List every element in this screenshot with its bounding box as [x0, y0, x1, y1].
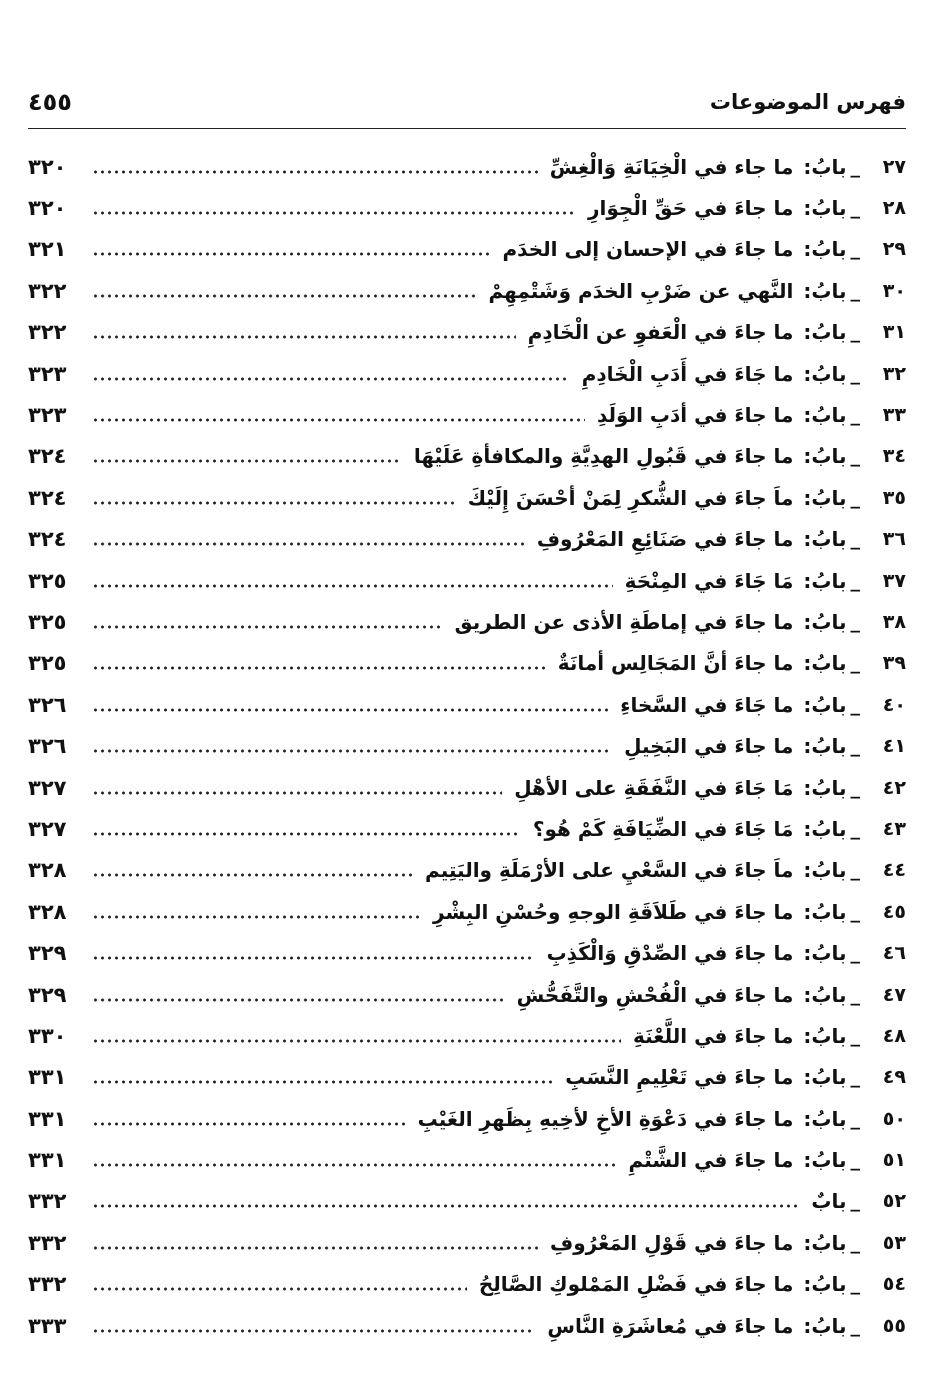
entry-chapter-word: بابُ — [811, 734, 847, 759]
entry-title: مَا جَاءَ في المِنْحَةِ — [624, 568, 794, 593]
entry-chapter-word: بابٌ — [811, 1189, 847, 1214]
running-header — [28, 82, 906, 122]
table-of-contents — [28, 146, 906, 1346]
entry-dash: _ — [850, 279, 860, 302]
entry-dash: _ — [850, 1273, 860, 1296]
entry-colon: : — [803, 403, 812, 428]
entry-dash: _ — [850, 1107, 860, 1130]
entry-title: ما جاءَ أنَّ المَجَالِس أمانَةٌ — [557, 651, 794, 676]
toc-entry — [28, 891, 906, 932]
toc-entry — [28, 1015, 906, 1056]
dot-leader — [92, 210, 576, 216]
entry-number: ٣٦ — [882, 528, 906, 551]
entry-chapter-word: بابُ — [811, 278, 847, 303]
entry-colon: : — [803, 1023, 812, 1048]
entry-number: ٣٢ — [882, 362, 906, 385]
entry-colon: : — [803, 154, 812, 179]
toc-entry — [28, 353, 906, 394]
entry-chapter-word: بابُ — [811, 899, 847, 924]
entry-number: ٤٧ — [882, 983, 906, 1006]
dot-leader — [92, 914, 421, 920]
entry-page-number: ٣٣٢ — [28, 1230, 67, 1255]
entry-page-number: ٣٢٦ — [28, 692, 67, 717]
dot-leader — [92, 1038, 621, 1044]
entry-chapter-word: بابُ — [811, 196, 847, 221]
entry-page-number: ٣٢٢ — [28, 320, 67, 345]
entry-colon: : — [803, 527, 812, 552]
entry-number: ٣٨ — [882, 610, 906, 633]
entry-title: ما جاءَ في صَنَائِعِ المَعْرُوفِ — [536, 527, 794, 552]
entry-page-number: ٣٢٥ — [28, 651, 67, 676]
entry-number: ٥١ — [882, 1149, 906, 1172]
entry-page-number: ٣٢٤ — [28, 444, 67, 469]
entry-title: ما جاءَ في الْعَفوِ عن الْخَادِمِ — [527, 320, 794, 345]
entry-chapter-word: بابُ — [811, 1106, 847, 1131]
entry-chapter-word: بابُ — [811, 527, 847, 552]
entry-dash: _ — [850, 776, 860, 799]
toc-entry — [28, 477, 906, 518]
entry-dash: _ — [850, 486, 860, 509]
entry-title: ما جاءَ في طَلاَقَةِ الوجهِ وحُسْنِ البِشْرِ — [433, 899, 794, 924]
toc-entry — [28, 1098, 906, 1139]
entry-number: ٤٥ — [882, 900, 906, 923]
entry-title: ما جاءَ في دَعْوَةِ الأخِ لأخِيهِ بِظَهرِ الغَيْبِ — [417, 1106, 794, 1131]
entry-chapter-word: بابُ — [811, 1230, 847, 1255]
entry-colon: : — [803, 1106, 812, 1131]
toc-entry — [28, 270, 906, 311]
dot-leader — [92, 293, 476, 299]
entry-colon: : — [803, 816, 812, 841]
entry-dash: _ — [850, 900, 860, 923]
entry-chapter-word: بابُ — [811, 403, 847, 428]
entry-title: مَا جَاءَ في النَّفَقَةِ على الأهْلِ — [514, 775, 794, 800]
entry-title: ما جاءَ في الإحسان إلى الخدَم — [502, 237, 794, 262]
entry-dash: _ — [850, 404, 860, 427]
entry-number: ٤٨ — [882, 1024, 906, 1047]
entry-page-number: ٣٣٢ — [28, 1272, 67, 1297]
entry-page-number: ٣٣١ — [28, 1148, 67, 1173]
toc-entry — [28, 725, 906, 766]
toc-entry — [28, 850, 906, 891]
dot-leader — [92, 1286, 467, 1292]
entry-colon: : — [803, 278, 812, 303]
entry-colon: : — [803, 609, 812, 634]
entry-dash: _ — [850, 942, 860, 965]
entry-colon: : — [803, 651, 812, 676]
entry-dash: _ — [850, 362, 860, 385]
entry-dash: _ — [850, 652, 860, 675]
dot-leader — [92, 583, 613, 589]
entry-page-number: ٣٢٥ — [28, 568, 67, 593]
header-page-number: ٤٥٥ — [28, 88, 72, 116]
entry-title: ما جاءَ في فَضْلِ المَمْلوكِ الصَّالِحُ — [478, 1272, 794, 1297]
toc-entry — [28, 1181, 906, 1222]
entry-number: ٥٠ — [882, 1107, 906, 1130]
entry-title: ما جاءَ في إماطَةِ الأذى عن الطريق — [454, 609, 794, 634]
entry-page-number: ٣٢٤ — [28, 485, 67, 510]
entry-chapter-word: بابُ — [811, 568, 847, 593]
entry-page-number: ٣٢٦ — [28, 734, 67, 759]
toc-entry — [28, 1222, 906, 1263]
entry-chapter-word: بابُ — [811, 651, 847, 676]
entry-colon: : — [803, 444, 812, 469]
entry-number: ٢٧ — [882, 155, 906, 178]
toc-entry — [28, 519, 906, 560]
dot-leader — [92, 251, 491, 257]
dot-leader — [92, 831, 521, 837]
entry-colon: : — [803, 941, 812, 966]
entry-dash: _ — [850, 155, 860, 178]
entry-page-number: ٣٢٨ — [28, 899, 67, 924]
dot-leader — [92, 872, 413, 878]
entry-page-number: ٣٣٠ — [28, 1023, 67, 1048]
dot-leader — [92, 748, 612, 754]
dot-leader — [92, 1121, 406, 1127]
entry-chapter-word: بابُ — [811, 982, 847, 1007]
entry-dash: _ — [850, 693, 860, 716]
toc-entry — [28, 808, 906, 849]
entry-chapter-word: بابُ — [811, 941, 847, 966]
entry-title: ماَ جاءَ في الشُّكرِ لِمَنْ أحْسَنَ إِلَيْكَ — [467, 485, 794, 510]
entry-number: ٣٤ — [882, 445, 906, 468]
toc-entry — [28, 767, 906, 808]
entry-number: ٤٩ — [882, 1066, 906, 1089]
entry-page-number: ٣٣٢ — [28, 1189, 67, 1214]
entry-number: ٣٠ — [882, 279, 906, 302]
entry-dash: _ — [850, 859, 860, 882]
entry-number: ٣٥ — [882, 486, 906, 509]
entry-dash: _ — [850, 528, 860, 551]
entry-title: ما جاءَ في البَخِيلِ — [624, 734, 794, 759]
entry-chapter-word: بابُ — [811, 1023, 847, 1048]
entry-chapter-word: بابُ — [811, 1148, 847, 1173]
entry-colon: : — [803, 320, 812, 345]
entry-title: ما جَاءَ في أَدَبِ الْخَادِمِ — [581, 361, 794, 386]
entry-chapter-word: بابُ — [811, 609, 847, 634]
dot-leader — [92, 790, 502, 796]
entry-chapter-word: بابُ — [811, 858, 847, 883]
entry-colon: : — [803, 1313, 812, 1338]
entry-title: ما جاء في الْخِيَانَةِ وَالْغِشِّ — [549, 154, 794, 179]
entry-title: النَّهي عن ضَرْبِ الخدَم وَشَتْمِهِمْ — [488, 278, 794, 303]
entry-number: ٥٤ — [882, 1273, 906, 1296]
entry-page-number: ٣٢١ — [28, 237, 67, 262]
entry-number: ٤٢ — [882, 776, 906, 799]
entry-number: ٤١ — [882, 735, 906, 758]
entry-page-number: ٣٢٣ — [28, 361, 67, 386]
entry-number: ٣١ — [882, 321, 906, 344]
entry-dash: _ — [850, 321, 860, 344]
entry-colon: : — [803, 1230, 812, 1255]
entry-chapter-word: بابُ — [811, 361, 847, 386]
entry-title: ما جاءَ في الشَّتْمِ — [628, 1148, 794, 1173]
toc-entry — [28, 1305, 906, 1346]
toc-entry — [28, 684, 906, 725]
toc-entry — [28, 932, 906, 973]
entry-number: ٤٣ — [882, 817, 906, 840]
entry-dash: _ — [850, 197, 860, 220]
entry-page-number: ٣٣١ — [28, 1065, 67, 1090]
entry-dash: _ — [850, 1190, 860, 1213]
toc-entry — [28, 312, 906, 353]
entry-number: ٢٨ — [882, 197, 906, 220]
dot-leader — [92, 997, 505, 1003]
entry-chapter-word: بابُ — [811, 1065, 847, 1090]
entry-chapter-word: بابُ — [811, 154, 847, 179]
entry-dash: _ — [850, 1024, 860, 1047]
entry-page-number: ٣٢٩ — [28, 941, 67, 966]
entry-title: ما جَاءَ في السَّخاءِ — [620, 692, 794, 717]
entry-dash: _ — [850, 1149, 860, 1172]
entry-colon: : — [803, 692, 812, 717]
entry-number: ٢٩ — [882, 238, 906, 261]
dot-leader — [92, 1079, 553, 1085]
dot-leader — [92, 1162, 617, 1168]
dot-leader — [92, 169, 538, 175]
dot-leader — [92, 624, 443, 630]
entry-page-number: ٣٢٧ — [28, 775, 67, 800]
entry-colon: : — [803, 1065, 812, 1090]
dot-leader — [92, 417, 585, 423]
dot-leader — [92, 334, 516, 340]
entry-number: ٥٣ — [882, 1231, 906, 1254]
entry-page-number: ٣٢٥ — [28, 609, 67, 634]
entry-page-number: ٣٢٢ — [28, 278, 67, 303]
dot-leader — [92, 955, 535, 961]
entry-dash: _ — [850, 238, 860, 261]
entry-colon: : — [803, 734, 812, 759]
entry-number: ٣٧ — [882, 569, 906, 592]
entry-page-number: ٣٣٣ — [28, 1313, 67, 1338]
entry-colon: : — [803, 775, 812, 800]
toc-entry — [28, 146, 906, 187]
toc-entry — [28, 974, 906, 1015]
toc-entry — [28, 1057, 906, 1098]
entry-colon: : — [803, 982, 812, 1007]
entry-number: ٥٢ — [882, 1190, 906, 1213]
entry-title: مَا جَاءَ في الضِّيَافَةِ كَمْ هُو؟ — [532, 816, 794, 841]
toc-entry — [28, 436, 906, 477]
entry-number: ٤٠ — [882, 693, 906, 716]
dot-leader — [92, 500, 456, 506]
entry-title: ما جاءَ في أدَبِ الوَلَدِ — [596, 403, 794, 428]
toc-entry — [28, 229, 906, 270]
toc-entry — [28, 643, 906, 684]
entry-chapter-word: بابُ — [811, 692, 847, 717]
entry-title: ما جاءَ في حَقِّ الْجِوَارِ — [588, 196, 794, 221]
entry-chapter-word: بابُ — [811, 237, 847, 262]
header-title: فهرس الموضوعات — [709, 90, 906, 114]
entry-title: ما جاءَ في مُعاشَرَةِ النَّاسِ — [547, 1313, 794, 1338]
entry-colon: : — [803, 1272, 812, 1297]
entry-dash: _ — [850, 735, 860, 758]
entry-chapter-word: بابُ — [811, 1272, 847, 1297]
entry-title: ما جاءَ في الصِّدْقِ وَالْكَذِبِ — [546, 941, 794, 966]
entry-title: ما جاءَ في قَبُولِ الهدِيَّةِ والمكافأةِ عَلَيْهَا — [413, 444, 794, 469]
entry-dash: _ — [850, 1231, 860, 1254]
entry-dash: _ — [850, 817, 860, 840]
entry-colon: : — [803, 1148, 812, 1173]
header-rule — [28, 128, 906, 129]
entry-title: ماَ جاءَ في السَّعْيِ على الأرْمَلَةِ واليَتِيم — [425, 858, 794, 883]
entry-colon: : — [803, 485, 812, 510]
entry-page-number: ٣٢٧ — [28, 816, 67, 841]
dot-leader — [92, 376, 570, 382]
entry-number: ٣٣ — [882, 404, 906, 427]
dot-leader — [92, 707, 608, 713]
dot-leader — [92, 458, 402, 464]
entry-colon: : — [803, 196, 812, 221]
entry-number: ٤٦ — [882, 942, 906, 965]
dot-leader — [92, 541, 525, 547]
entry-page-number: ٣٣١ — [28, 1106, 67, 1131]
entry-number: ٣٩ — [882, 652, 906, 675]
entry-dash: _ — [850, 983, 860, 1006]
toc-entry — [28, 187, 906, 228]
entry-colon: : — [803, 899, 812, 924]
dot-leader — [92, 1203, 799, 1209]
entry-title: ما جاءَ في قَوْلِ المَعْرُوفِ — [549, 1230, 794, 1255]
entry-dash: _ — [850, 445, 860, 468]
entry-chapter-word: بابُ — [811, 320, 847, 345]
entry-chapter-word: بابُ — [811, 1313, 847, 1338]
dot-leader — [92, 1328, 535, 1334]
entry-title: ما جاءَ في الْفُحْشِ والتَّفَحُّشِ — [516, 982, 794, 1007]
entry-page-number: ٣٢٣ — [28, 403, 67, 428]
entry-page-number: ٣٢٠ — [28, 196, 67, 221]
entry-page-number: ٣٢٨ — [28, 858, 67, 883]
entry-chapter-word: بابُ — [811, 444, 847, 469]
entry-chapter-word: بابُ — [811, 816, 847, 841]
entry-chapter-word: بابُ — [811, 775, 847, 800]
entry-number: ٥٥ — [882, 1314, 906, 1337]
entry-page-number: ٣٢٩ — [28, 982, 67, 1007]
entry-colon: : — [803, 858, 812, 883]
dot-leader — [92, 1245, 538, 1251]
entry-number: ٤٤ — [882, 859, 906, 882]
entry-colon: : — [803, 361, 812, 386]
entry-title: ما جاءَ في تَعْلِيمِ النَّسَبِ — [565, 1065, 794, 1090]
toc-entry — [28, 1264, 906, 1305]
entry-title: ما جاءَ في اللَّعْنَةِ — [633, 1023, 794, 1048]
entry-dash: _ — [850, 1066, 860, 1089]
dot-leader — [92, 665, 546, 671]
entry-dash: _ — [850, 569, 860, 592]
entry-colon: : — [803, 568, 812, 593]
toc-entry — [28, 560, 906, 601]
entry-page-number: ٣٢٤ — [28, 527, 67, 552]
entry-chapter-word: بابُ — [811, 485, 847, 510]
toc-entry — [28, 601, 906, 642]
entry-dash: _ — [850, 610, 860, 633]
entry-colon: : — [803, 237, 812, 262]
toc-entry — [28, 394, 906, 435]
entry-dash: _ — [850, 1314, 860, 1337]
entry-page-number: ٣٢٠ — [28, 154, 67, 179]
toc-entry — [28, 1139, 906, 1180]
